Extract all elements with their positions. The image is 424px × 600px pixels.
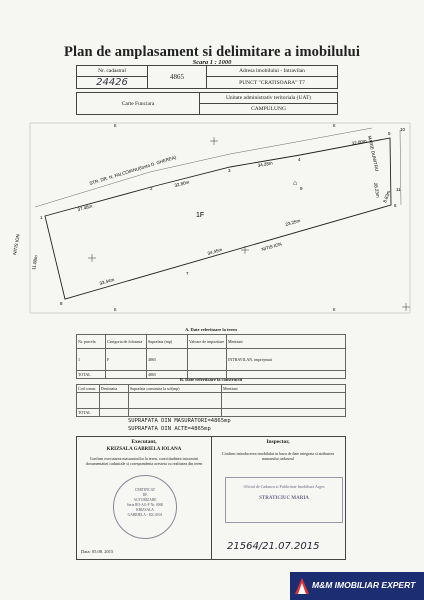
point-label: 1: [40, 215, 43, 220]
nr-cadastral-label: Nr. cadastral: [77, 66, 148, 77]
point-label: 2: [150, 186, 153, 191]
total-label: TOTAL: [77, 371, 106, 379]
executant-name: KRIZSALA GABRIELA IOLANA: [106, 447, 182, 452]
executant-date: Data: 05.08. 2015: [81, 549, 114, 554]
adresa-value: PUNCT "CRATISOARA" T7: [207, 77, 338, 89]
col-header: Destinatia: [100, 385, 129, 393]
cross-mark: [402, 303, 410, 311]
table-cell: 4865: [147, 349, 188, 371]
col-header: Mentiuni: [227, 335, 346, 349]
construction-heading: B. Date referitoare la constructii: [179, 377, 243, 382]
suprafata-value: 4865: [148, 66, 207, 89]
inspector-label: Inspector,: [266, 439, 290, 445]
distance-label: 8.83m: [382, 189, 392, 204]
uat-value: CAMPULUNG: [200, 104, 338, 115]
cross-mark: [210, 137, 218, 145]
carte-funciara-label: Carte Funciara: [77, 93, 200, 115]
right-edge-line: [400, 130, 401, 205]
distance-label: 32.80m: [174, 179, 190, 188]
adresa-label: Adresa imobilului - Intravilan: [207, 66, 338, 77]
table-cell: F: [106, 349, 147, 371]
col-header: Nr. parcela: [77, 335, 106, 349]
terrain-table: [76, 334, 346, 379]
point-label: 10: [400, 127, 406, 132]
col-header: Categoria de folosinta: [106, 335, 147, 349]
street-name-right: MARIE DUMITRU: [367, 135, 380, 172]
table-cell: 1: [77, 349, 106, 371]
point-label: 3: [228, 168, 231, 173]
cross-mark: [88, 254, 96, 262]
col-header: Cod constr.: [77, 385, 100, 393]
scale-label: Scara 1 : 1000: [192, 59, 232, 66]
document-title: Plan de amplasament si delimitare a imobilului: [64, 44, 360, 60]
inspector-date: 21564/21.07.2015: [227, 541, 320, 552]
brand-text: M&M IMOBILIAR EXPERT: [312, 580, 416, 590]
street-edge-line: [35, 128, 372, 207]
executant-text: Confirm executarea masuratorilor la teren, corectitudinea intocmirii documentatiei cadastrale si corespondenta acesteia cu realitatea din teren: [85, 456, 203, 466]
authorization-stamp: CERTIFICAT DE AUTORIZARE Seria RO-AG-F Nr. 0060 KRIZSALA GABRIELA - IOLANA: [113, 475, 177, 539]
point-label: 8: [60, 301, 63, 306]
street-name-top: STR. DR. N. FALCOIANU(fosta D. GHEREA): [88, 154, 177, 186]
distance-label: 23.25m: [284, 218, 301, 227]
grid-tick: II: [333, 307, 336, 312]
plan-drawing: [0, 115, 424, 320]
distance-label: 37.48m: [77, 203, 93, 212]
inspector-text: Confirm introducerea imobilului in baza de date integrata si atribuirea numarului cadastral: [221, 451, 335, 461]
brand-watermark: [290, 572, 424, 600]
col-header: Suprafata construita la sol(mp): [129, 385, 222, 393]
col-header: Suprafata (mp): [147, 335, 188, 349]
terrain-heading: A. Date referitoare la teren: [185, 327, 237, 332]
box-divider: [211, 437, 212, 559]
total-value: 4865: [147, 371, 188, 379]
signature-box: [76, 436, 346, 560]
grid-tick: II: [114, 123, 117, 128]
grid-tick: II: [114, 307, 117, 312]
point-label: 11: [396, 187, 401, 192]
point-label: 9: [300, 186, 303, 191]
header-table: [76, 65, 338, 89]
grid-tick: II: [333, 123, 336, 128]
distance-label: 34.45m: [206, 247, 223, 256]
surface-acts: SUPRAFATA DIN ACTE=4865mp: [128, 426, 211, 432]
house-symbol-icon: ⌂: [293, 180, 298, 187]
point-label: 5: [388, 131, 391, 136]
point-label: 7: [186, 271, 189, 276]
col-header: Valoare de impozitare: [188, 335, 227, 349]
parcel-area-label: 1F: [196, 212, 205, 219]
distance-label: 34.28m: [257, 160, 273, 168]
distance-label: 32.00m: [351, 138, 367, 146]
header-table-2: [76, 92, 338, 115]
street-name-bottom: NITIS ION: [260, 241, 283, 252]
brand-logo-icon: [294, 577, 310, 595]
distance-label: 11.88m: [31, 254, 39, 271]
street-name-left: NITIS ION: [12, 233, 21, 256]
nr-cadastral-value: 24426: [77, 77, 148, 89]
plan-frame: [30, 123, 410, 313]
inspector-stamp: Oficiul de Cadastru si Publicitate Imobiliara Arges STRATICIUC MARIA: [225, 477, 343, 523]
cross-mark: [241, 246, 249, 254]
parcel-boundary: [45, 138, 391, 299]
distance-label: 28.23m: [373, 182, 381, 198]
col-header: Mentiuni: [222, 385, 346, 393]
executant-label: Executant,: [131, 439, 157, 445]
point-label: 4: [298, 157, 301, 162]
construction-table: [76, 384, 346, 417]
uat-label: Unitate administrativ teritoriala (UAT): [200, 93, 338, 104]
point-label: 6: [394, 203, 397, 208]
table-cell: INTRAVILAN, imprejmuit: [227, 349, 346, 371]
table-cell: [188, 349, 227, 371]
distance-label: 33.44m: [98, 277, 115, 286]
total-label: TOTAL: [77, 409, 100, 417]
surface-measured: SUPRAFATA DIN MASURATORI=4865mp: [128, 418, 231, 424]
